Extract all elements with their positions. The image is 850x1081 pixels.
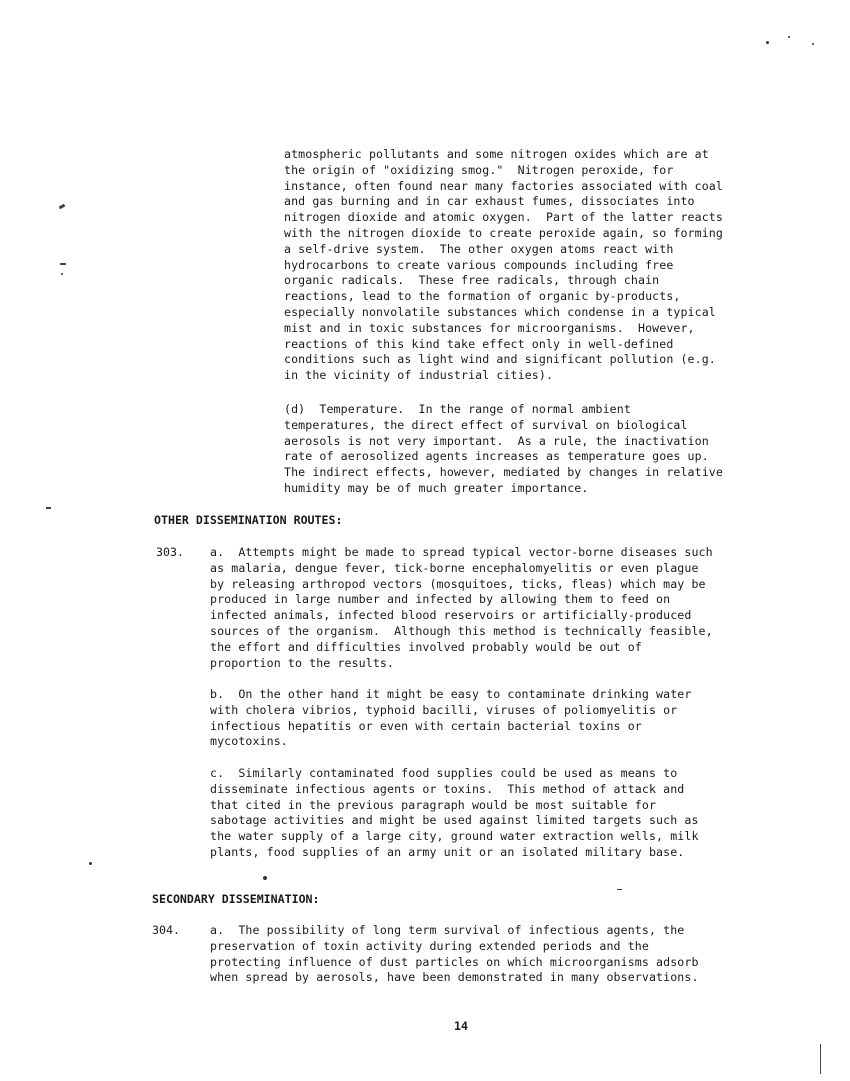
text-line: the origin of "oxidizing smog." Nitrogen peroxide, for xyxy=(284,162,674,177)
text-line: the effort and difficulties involved probably would be out of xyxy=(210,639,642,654)
text-line: proportion to the results. xyxy=(210,655,395,670)
margin-mark xyxy=(60,263,66,265)
text-line: protecting influence of dust particles on which microorganisms adsorb xyxy=(210,954,699,969)
text-line: with cholera vibrios, typhoid bacilli, viruses of poliomyelitis or xyxy=(210,702,678,717)
text-line: disseminate infectious agents or toxins. This method of attack and xyxy=(210,781,685,796)
page-number: 14 xyxy=(454,1019,468,1033)
text-line: (d) Temperature. In the range of normal ambient xyxy=(284,402,631,416)
text-line: sabotage activities and might be used against limited targets such as xyxy=(210,813,699,828)
text-line: the water supply of a large city, ground water extraction wells, milk xyxy=(210,829,699,844)
text-line: sources of the organism. Although this method is technically feasible, xyxy=(210,623,713,638)
text-line: mist and in toxic substances for microorganisms. However, xyxy=(284,320,695,335)
section-heading-other-dissemination: OTHER DISSEMINATION ROUTES: xyxy=(154,513,343,527)
text-line: b. On the other hand it might be easy to contaminate drinking water xyxy=(210,687,692,701)
text-line: with the nitrogen dioxide to create peroxide again, so forming xyxy=(284,225,723,240)
text-line: temperatures, the direct effect of survival on biological xyxy=(284,417,688,432)
text-line: reactions, lead to the formation of organic by-products, xyxy=(284,289,681,304)
text-line: organic radicals. These free radicals, through chain xyxy=(284,273,660,288)
section-heading-secondary-dissemination: SECONDARY DISSEMINATION: xyxy=(152,892,320,906)
text-line: a. Attempts might be made to spread typical vector-borne diseases such xyxy=(210,545,713,559)
scan-speck xyxy=(89,862,92,865)
paragraph-number-303: 303. xyxy=(156,545,184,559)
text-line: infectious hepatitis or even with certain bacterial toxins or xyxy=(210,718,642,733)
text-line: atmospheric pollutants and some nitrogen oxides which are at xyxy=(284,147,709,161)
scan-speck xyxy=(263,876,267,880)
text-line: hydrocarbons to create various compounds including free xyxy=(284,257,674,272)
text-line: nitrogen dioxide and atomic oxygen. Part of the latter reacts xyxy=(284,210,723,225)
text-line: rate of aerosolized agents increases as temperature goes up. xyxy=(284,449,709,464)
text-line: in the vicinity of industrial cities). xyxy=(284,368,554,383)
text-line: instance, often found near many factories associated with coal xyxy=(284,178,723,193)
text-line: that cited in the previous paragraph would be most suitable for xyxy=(210,797,657,812)
text-line: conditions such as light wind and significant pollution (e.g. xyxy=(284,352,716,367)
margin-mark xyxy=(820,1044,821,1074)
paragraph-303-c xyxy=(210,766,699,861)
text-line: as malaria, dengue fever, tick-borne encephalomyelitis or even plague xyxy=(210,560,699,575)
text-line: especially nonvolatile substances which condense in a typical xyxy=(284,304,716,319)
scan-speck xyxy=(766,41,769,44)
text-line: a. The possibility of long term survival of infectious agents, the xyxy=(210,923,685,937)
text-line: infected animals, infected blood reservoirs or artificially-produced xyxy=(210,608,692,623)
text-line: c. Similarly contaminated food supplies could be used as means to xyxy=(210,766,678,780)
text-line: a self-drive system. The other oxygen atoms react with xyxy=(284,241,674,256)
margin-mark xyxy=(617,889,622,890)
margin-mark xyxy=(59,204,66,210)
text-line: mycotoxins. xyxy=(210,734,288,749)
text-line: by releasing arthropod vectors (mosquitoes, ticks, fleas) which may be xyxy=(210,576,706,591)
text-line: The indirect effects, however, mediated by changes in relative xyxy=(284,465,723,480)
scan-speck xyxy=(788,36,790,38)
text-line: when spread by aerosols, have been demonstrated in many observations. xyxy=(210,970,699,985)
paragraph-number-304: 304. xyxy=(152,923,180,937)
paragraph-304-a xyxy=(210,923,699,986)
text-line: reactions of this kind take effect only in well-defined xyxy=(284,336,674,351)
paragraph-303-b xyxy=(210,687,691,750)
margin-mark xyxy=(46,507,51,509)
text-line: produced in large number and infected by allowing them to feed on xyxy=(210,592,671,607)
text-line: and gas burning and in car exhaust fumes, dissociates into xyxy=(284,194,695,209)
paragraph-d-temperature xyxy=(284,402,723,497)
scan-speck xyxy=(61,273,63,275)
text-line: preservation of toxin activity during extended periods and the xyxy=(210,938,649,953)
scan-speck xyxy=(812,43,814,45)
paragraph-303-a xyxy=(210,545,713,671)
text-line: plants, food supplies of an army unit or an isolated military base. xyxy=(210,844,685,859)
paragraph-c-continued xyxy=(284,147,723,384)
text-line: humidity may be of much greater importance. xyxy=(284,480,589,495)
text-line: aerosols is not very important. As a rule, the inactivation xyxy=(284,433,709,448)
